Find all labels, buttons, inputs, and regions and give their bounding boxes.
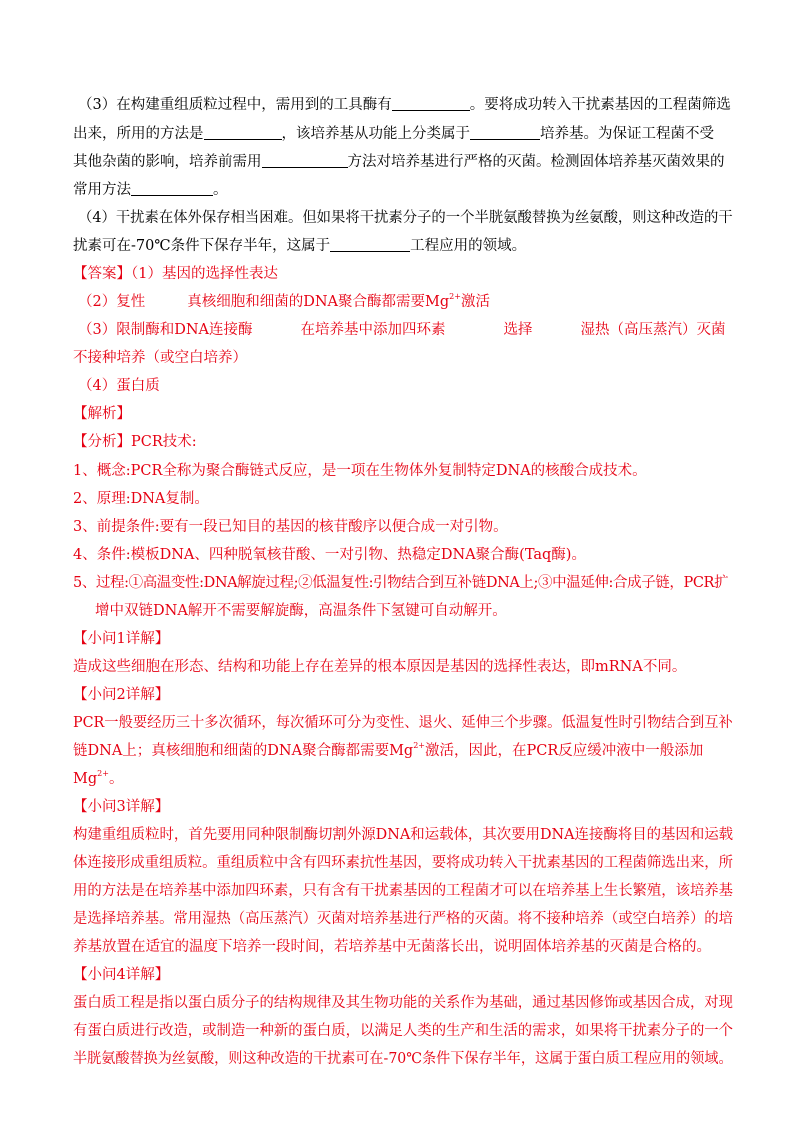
question-text: 培养基。为保证工程菌不受 [540,126,714,142]
paragraph-text: 激活，因此，在PCR反应缓冲液中一般添加 [425,743,704,759]
answer-blank [470,125,540,140]
answer-tag: 【答案】 [73,266,131,282]
subquestion-2-line-2 [73,741,703,761]
question-3-line-4 [73,180,228,200]
question-3-line-1 [78,95,731,115]
analysis-point-4: 4、条件:模板DNA、四种脱氧核苷酸、一对引物、热稳定DNA聚合酶(Taq酶)。 [73,547,586,563]
subquestion-3-tag: 【小问3详解】 [73,799,170,815]
answer-blank [204,125,282,140]
superscript: 2+ [97,769,109,779]
question-text: 常用方法 [73,182,131,198]
subquestion-3-line-3: 用的方法是在培养基中添加四环素，只有含有干扰素基因的工程菌才可以在培养基上生长繁殖，该培养基 [73,883,733,899]
section-text: PCR技术: [131,434,197,450]
question-text: ，该培养基从功能上分类属于 [281,126,470,142]
analysis-point-1: 1、概念:PCR全称为聚合酶链式反应，是一项在生物体外复制特定DNA的核酸合成技术。 [73,463,647,479]
analysis-tag: 【解析】 [73,406,131,422]
answer-blank [330,237,410,252]
subquestion-1-tag: 【小问1详解】 [73,631,170,647]
answer-blank [262,153,348,168]
subquestion-2-line-3 [73,769,123,789]
answer-blank [392,96,470,111]
subquestion-4-line-2: 有蛋白质进行改造，或制造一种新的蛋白质，以满足人类的生产和生活的需求，如果将干扰素分子的一个 [73,1023,733,1039]
question-text: 方法对培养基进行严格的灭菌。检测固体培养基灭菌效果的 [347,154,725,170]
answer-item: 在培养基中添加四环素 [300,322,446,338]
analysis-heading [73,432,197,452]
question-4-line-1: （4）干扰素在体外保存相当困难。但如果将干扰素分子的一个半胱氨酸替换为丝氨酸，则这种改造的干 [78,210,733,226]
question-text: 其他杂菌的影响，培养前需用 [73,154,262,170]
question-text: （3）在构建重组质粒过程中，需用到的工具酶有 [78,97,392,113]
subquestion-4-line-3: 半胱氨酸替换为丝氨酸，则这种改造的干扰素可在-70℃条件下保存半年，这属于蛋白质工程应用的领域。 [73,1051,733,1067]
question-4-line-2 [73,236,526,256]
answer-line-4: 不接种培养（或空白培养） [73,350,247,366]
analysis-point-2: 2、原理:DNA复制。 [73,491,209,507]
subquestion-3-line-4: 是选择培养基。常用湿热（高压蒸汽）灭菌对培养基进行严格的灭菌。将不接种培养（或空白培养）的培 [73,911,733,927]
answer-blank [131,181,213,196]
paragraph-text: 。 [108,771,124,787]
superscript: 2+ [449,292,461,302]
paragraph-text: 链DNA上；真核细胞和细菌的DNA聚合酶都需要Mg [73,743,414,759]
subquestion-1-text: 造成这些细胞在形态、结构和功能上存在差异的根本原因是基因的选择性表达，即mRNA不同。 [73,659,687,675]
answer-line-3 [78,320,726,340]
question-text: 。要将成功转入干扰素基因的工程菌筛选 [469,97,731,113]
answer-item: （2）复性 [78,294,146,310]
question-text: 出来，所用的方法是 [73,126,204,142]
question-text: 。 [213,182,228,198]
analysis-point-3: 3、前提条件:要有一段已知目的基因的核苷酸序以便合成一对引物。 [73,519,508,535]
paragraph-text: Mg [73,771,98,787]
answer-item: 湿热（高压蒸汽）灭菌 [580,322,726,338]
answer-item: （1）基因的选择性表达 [131,266,278,282]
subquestion-4-line-1: 蛋白质工程是指以蛋白质分子的结构规律及其生物功能的关系作为基础，通过基因修饰或基因合成，对现 [73,995,733,1011]
question-3-line-2 [73,124,714,144]
subquestion-4-tag: 【小问4详解】 [73,967,170,983]
question-3-line-3 [73,152,725,172]
answer-item: 激活 [460,294,490,310]
answer-line-5: （4）蛋白质 [78,378,160,394]
subquestion-3-line-5: 养基放置在适宜的温度下培养一段时间，若培养基中无菌落长出，说明固体培养基的灭菌是合格的。 [73,939,711,955]
subquestion-2-line-1: PCR一般要经历三十多次循环，每次循环可分为变性、退火、延伸三个步骤。低温复性时引物结合到互补 [73,715,733,731]
question-text: 扰素可在-70℃条件下保存半年，这属于 [73,238,331,254]
answer-item: 选择 [503,322,533,338]
analysis-point-5: 5、过程:①高温变性:DNA解旋过程;②低温复性:引物结合到互补链DNA上;③中温延伸:合成子链，PCR扩 [73,575,729,591]
superscript: 2+ [413,741,425,751]
analysis-point-5-cont: 增中双链DNA解开不需要解旋酶，高温条件下氢键可自动解开。 [95,603,507,619]
section-tag: 【分析】 [73,434,131,450]
question-text: 工程应用的领域。 [410,238,527,254]
subquestion-3-line-2: 体连接形成重组质粒。重组质粒中含有四环素抗性基因，要将成功转入干扰素基因的工程菌筛选出来，所 [73,855,733,871]
answer-item: 真核细胞和细菌的DNA聚合酶都需要Mg [187,294,450,310]
answer-line-1 [73,264,278,284]
subquestion-2-tag: 【小问2详解】 [73,687,170,703]
subquestion-3-line-1: 构建重组质粒时，首先要用同种限制酶切割外源DNA和运载体，其次要用DNA连接酶将目的基因和运载 [73,827,734,843]
answer-line-2 [78,292,490,312]
answer-item: （3）限制酶和DNA连接酶 [78,322,253,338]
